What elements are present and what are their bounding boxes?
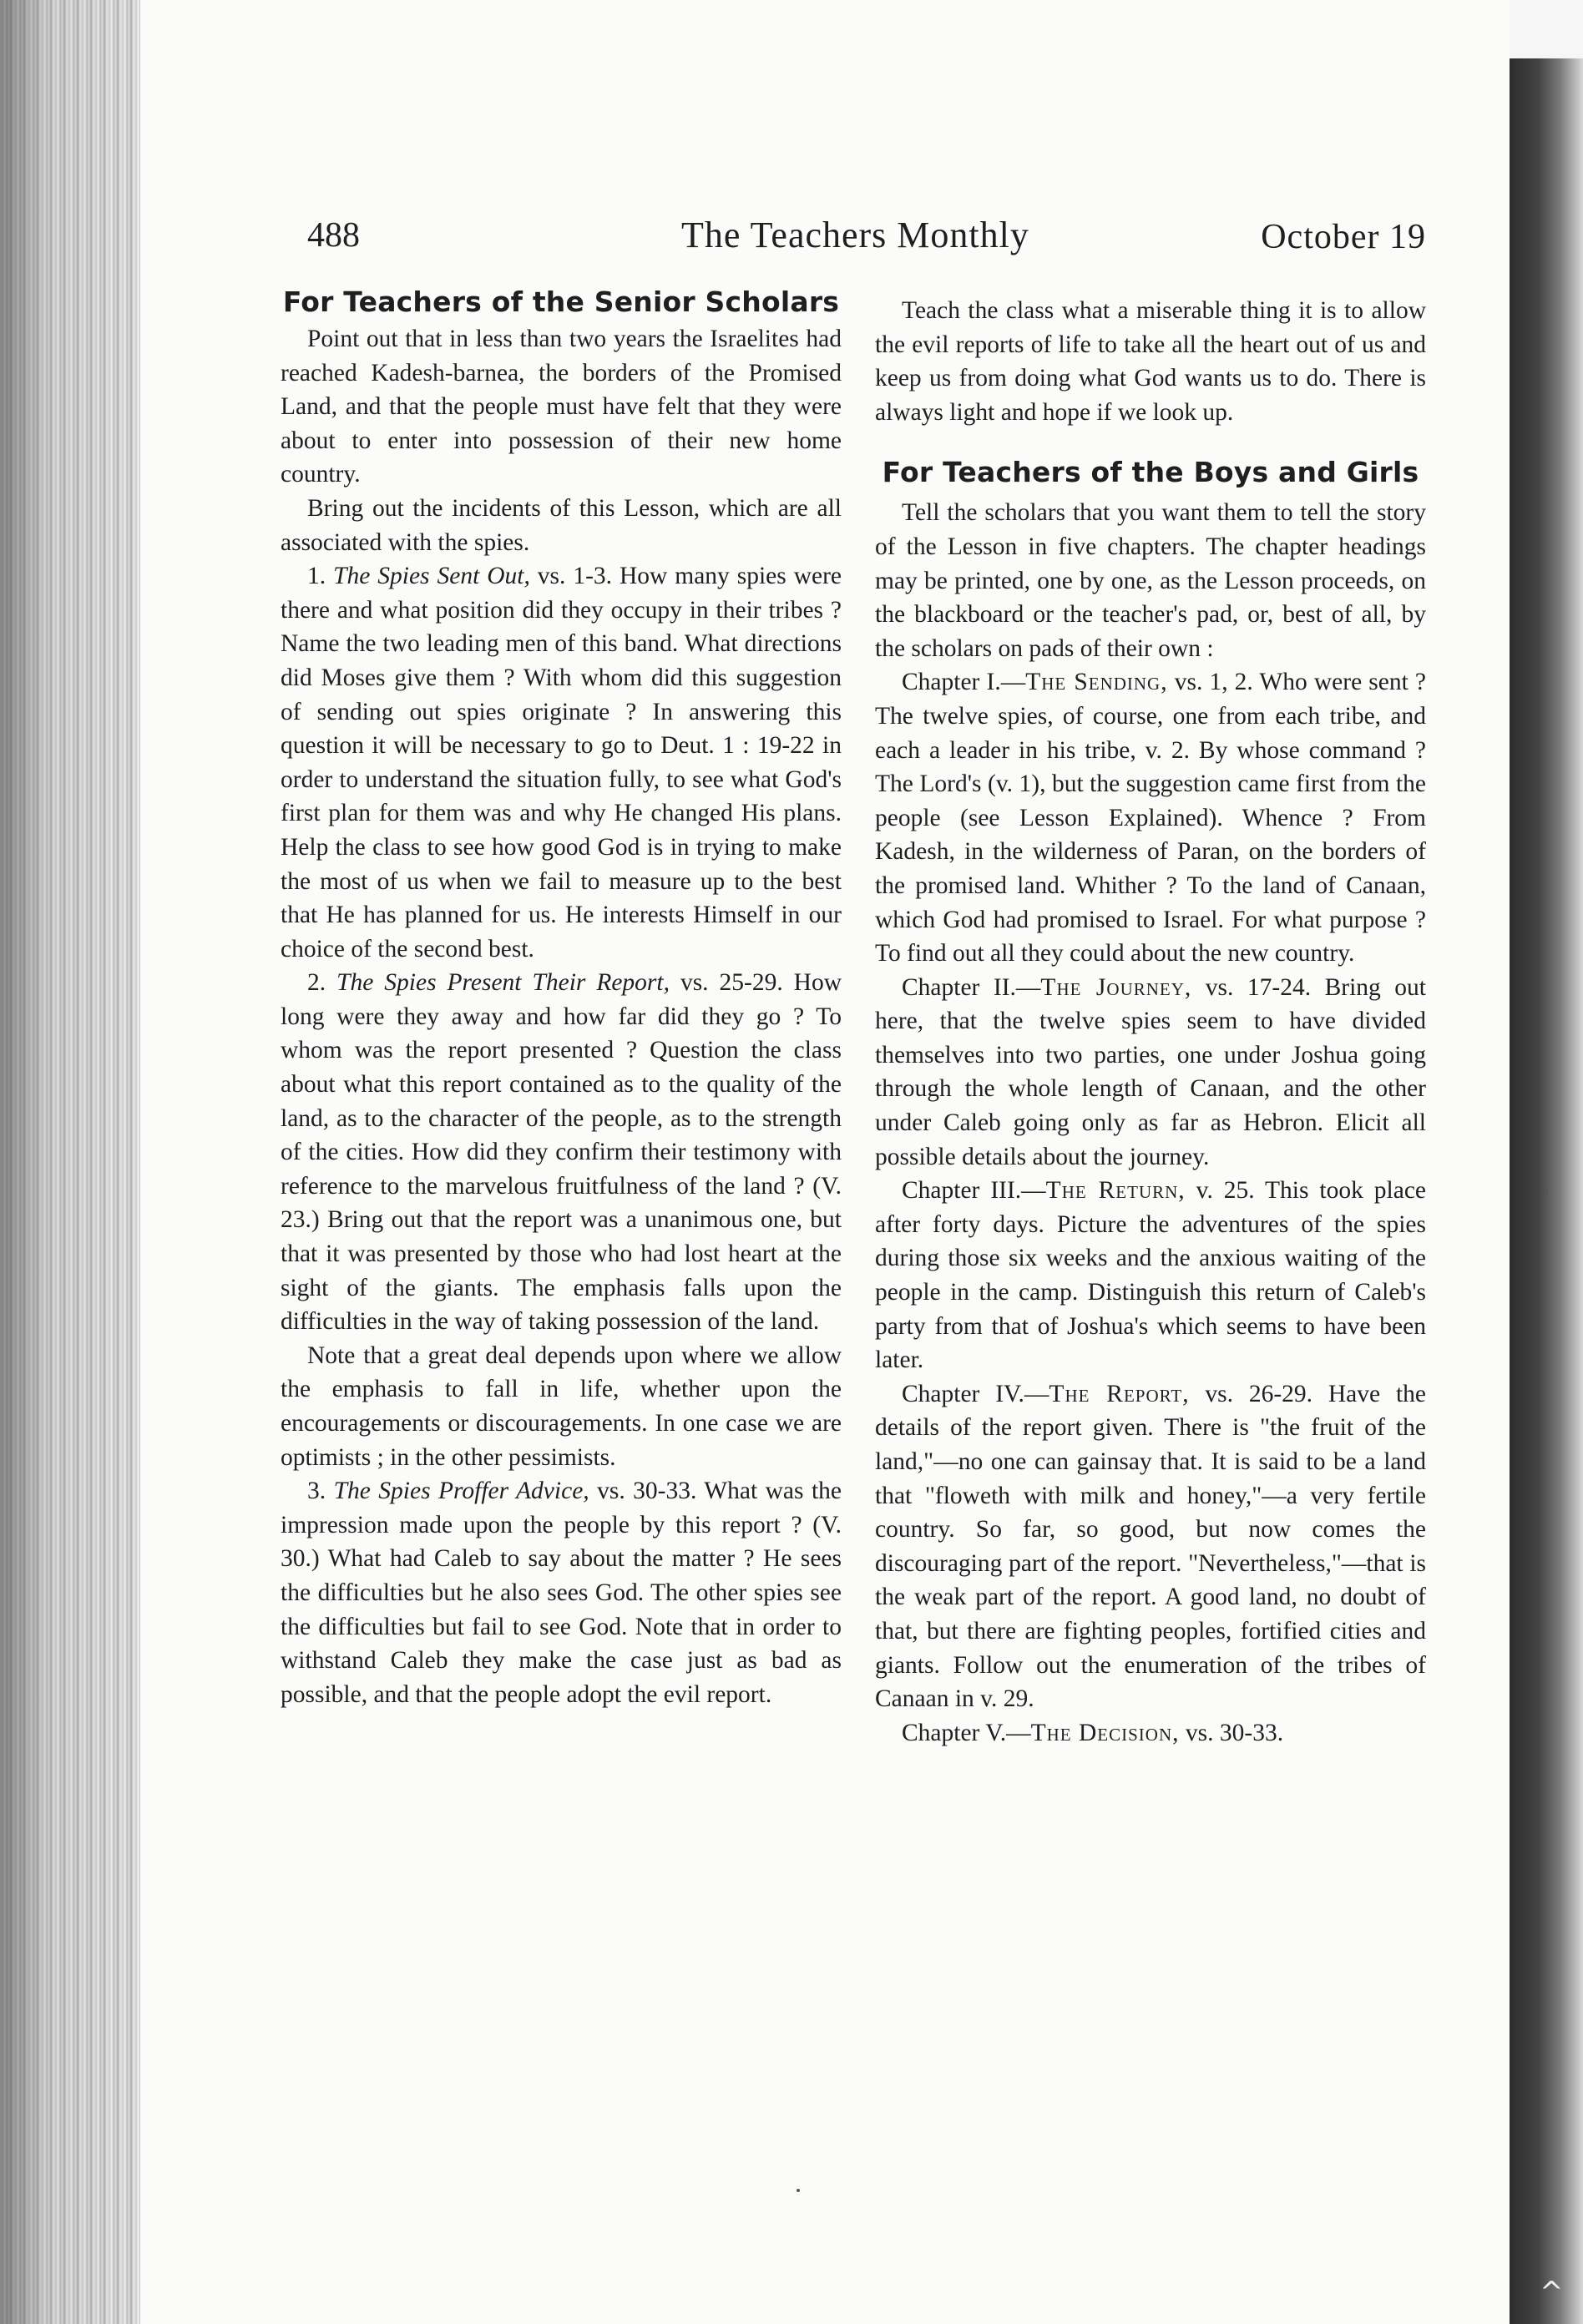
page-number: 488 xyxy=(307,216,360,255)
running-head xyxy=(307,215,1426,265)
chapter-title: The Report, xyxy=(1049,1380,1190,1407)
paragraph xyxy=(281,559,842,966)
chapter-title: The Sending, xyxy=(1025,669,1168,696)
paragraph: Bring out the incidents of this Lesson, which are all associated with the spies. xyxy=(281,494,842,556)
chapter-text: vs. 1, 2. Who were sent ? The twelve spies, of course, one from each tribe, and each a leader in his tribe, v. 2. By whose command ? The Lord's (v. 1), but the suggestion came first from the people (see Lesson Explained). Whence ? From Kadesh, in the wilderness of Paran, on the borders of the promised land. Whither ? To the land of Canaan, which God had promised to Israel. For what purpose ? To find out all they could about the new country. xyxy=(875,669,1427,967)
item-title: The Spies Sent Out, xyxy=(333,563,530,590)
chapter-label: Chapter I.— xyxy=(902,669,1026,696)
chapter-text: vs. 30-33. xyxy=(1179,1719,1284,1746)
item-number: 1. xyxy=(307,563,326,590)
chapter-text: v. 25. This took place after forty days. Picture the adventures of the spies during those six weeks and the anxious waiting of the people in the camp. Distinguish this return of Caleb's party from that of Joshua's which seems to have been later. xyxy=(875,1177,1427,1374)
chapter-paragraph xyxy=(875,1377,1426,1716)
chapter-label: Chapter II.— xyxy=(902,973,1041,1001)
scan-speck xyxy=(1545,1189,1548,1192)
item-number: 2. xyxy=(307,969,326,997)
chapter-title: The Decision, xyxy=(1030,1719,1180,1746)
right-column xyxy=(875,294,1426,1750)
item-number: 3. xyxy=(307,1478,326,1505)
scan-speck xyxy=(797,2189,800,2192)
chapter-text: vs. 17-24. Bring out here, that the twelve spies seem to have divided themselves into two parties, one under Joshua going through the whole length of Canaan, and the other under Caleb going only as far as Hebron. Elicit all possible details about the journey. xyxy=(875,973,1427,1170)
chapter-paragraph xyxy=(875,971,1426,1175)
paragraph: Tell the scholars that you want them to tell the story of the Lesson in five chapters. The chapter headings may be printed, one by one, as the Lesson proceeds, on the blackboard or the teacher's pad, or, best of all, by the scholars on pads of their own : xyxy=(875,499,1426,662)
chapter-label: Chapter IV.— xyxy=(902,1380,1049,1407)
boys-girls-heading: For Teachers of the Boys and Girls xyxy=(882,456,1419,489)
item-title: The Spies Present Their Report, xyxy=(336,969,670,997)
chapter-paragraph xyxy=(875,1716,1426,1751)
chapter-label: Chapter III.— xyxy=(902,1177,1046,1205)
chapter-title: The Journey, xyxy=(1040,973,1192,1001)
paragraph xyxy=(281,966,842,1339)
spine-shadow xyxy=(0,0,140,2324)
paragraph: Teach the class what a miserable thing it is to allow the evil reports of life to take all the heart out of us and keep us from doing what God wants us to do. There is always light and hope if we look up. xyxy=(875,297,1426,426)
issue-date: October 19 xyxy=(1261,218,1426,256)
journal-title: The Teachers Monthly xyxy=(681,215,1029,255)
left-column xyxy=(281,284,842,1711)
item-text: vs. 25-29. How long were they away and how far did they go ? To whom was the report presented ? Question the class about what this report contained as to the quality of the land, as to the character of the people, as to the strength of the cities. How did they confirm their testimony with reference to the marvelous fruitfulness of the land ? (V. 23.) Bring out that the report was a unanimous one, but that it was presented by those who had lost heart at the sight of the giants. The emphasis falls upon the difficulties in the way of taking possession of the land. xyxy=(281,969,842,1336)
chapter-title: The Return, xyxy=(1045,1177,1186,1205)
chapter-text: vs. 26-29. Have the details of the report given. There is "the fruit of the land,"—no one can gainsay that. It is said to be a land that "floweth with milk and honey,"—a very fertile country. So far, so good, but now comes the discouraging part of the report. "Nevertheless,"—that is the weak part of the report. A good land, no doubt of that, but there are fighting peoples, fortified cities and giants. Follow out the enumeration of the tribes of Canaan in v. 29. xyxy=(875,1380,1426,1713)
paragraph xyxy=(281,1474,842,1711)
scan-margin-top-right xyxy=(1510,0,1583,58)
item-text: vs. 30-33. What was the impression made upon the people by this report ? (V. 30.) What had Caleb to say about the matter ? He sees the difficulties but he also sees God. The other spies see the difficulties but fail to see God. Note that in order to withstand Caleb they make the case just as bad as possible, and that the people adopt the evil report. xyxy=(281,1478,842,1708)
chapter-paragraph xyxy=(875,665,1426,970)
paragraph: Note that a great deal depends upon where we allow the emphasis to fall in life, whether upon the encouragements or discouragements. In one case we are optimists ; in the other pessimists. xyxy=(281,1341,842,1471)
item-text: vs. 1-3. How many spies were there and what position did they occupy in their tribes ? Name the two leading men of this band. What directions did Moses give them ? With whom did this suggestion of sending out spies originate ? In answering this question it will be necessary to go to Deut. 1 : 19-22 in order to understand the situation fully, to see what God's first plan for them was and why He changed His plans. Help the class to see how good God is in trying to make the most of us when we fail to measure up to the best that He has planned for us. He interests Himself in our choice of the second best. xyxy=(281,563,842,962)
item-title: The Spies Proffer Advice, xyxy=(333,1478,589,1505)
paragraph: Point out that in less than two years the Israelites had reached Kadesh-barnea, the borders of the Promised Land, and that the people must have felt that they were about to enter into possession of their new home country. xyxy=(281,326,842,488)
caret-up-icon: ^ xyxy=(1540,2276,1564,2309)
senior-scholars-heading: For Teachers of the Senior Scholars xyxy=(282,285,840,318)
chapter-paragraph xyxy=(875,1174,1426,1377)
chapter-label: Chapter V.— xyxy=(902,1719,1031,1746)
